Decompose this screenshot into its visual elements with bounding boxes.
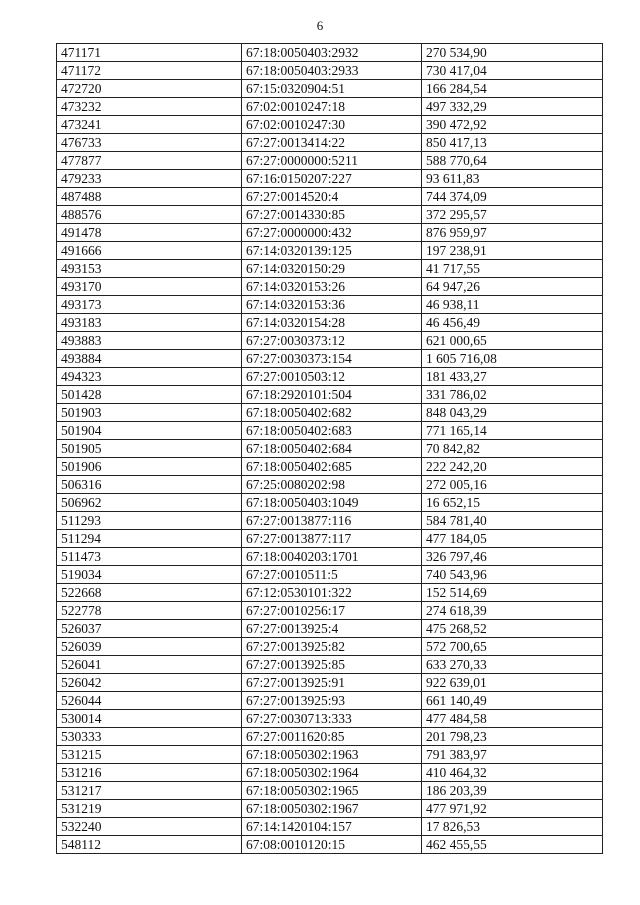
value-cell: 274 618,39 <box>422 602 603 620</box>
record-id-cell: 526041 <box>57 656 242 674</box>
record-id-cell: 491478 <box>57 224 242 242</box>
value-cell: 572 700,65 <box>422 638 603 656</box>
cadastral-number-cell: 67:27:0011620:85 <box>242 728 422 746</box>
cadastral-number-cell: 67:18:0050403:1049 <box>242 494 422 512</box>
record-id-cell: 471171 <box>57 44 242 62</box>
value-cell: 181 433,27 <box>422 368 603 386</box>
value-cell: 661 140,49 <box>422 692 603 710</box>
cadastral-number-cell: 67:18:0050402:682 <box>242 404 422 422</box>
value-cell: 922 639,01 <box>422 674 603 692</box>
table-row <box>57 224 603 242</box>
table-row <box>57 836 603 854</box>
value-cell: 46 456,49 <box>422 314 603 332</box>
registry-table <box>56 43 603 854</box>
value-cell: 41 717,55 <box>422 260 603 278</box>
value-cell: 1 605 716,08 <box>422 350 603 368</box>
record-id-cell: 531215 <box>57 746 242 764</box>
record-id-cell: 522778 <box>57 602 242 620</box>
cadastral-number-cell: 67:18:0050402:684 <box>242 440 422 458</box>
cadastral-number-cell: 67:18:0050403:2933 <box>242 62 422 80</box>
cadastral-number-cell: 67:14:0320154:28 <box>242 314 422 332</box>
table-row <box>57 638 603 656</box>
value-cell: 272 005,16 <box>422 476 603 494</box>
table-row <box>57 116 603 134</box>
record-id-cell: 473232 <box>57 98 242 116</box>
record-id-cell: 473241 <box>57 116 242 134</box>
cadastral-number-cell: 67:25:0080202:98 <box>242 476 422 494</box>
cadastral-number-cell: 67:16:0150207:227 <box>242 170 422 188</box>
value-cell: 584 781,40 <box>422 512 603 530</box>
cadastral-number-cell: 67:27:0010503:12 <box>242 368 422 386</box>
table-row <box>57 368 603 386</box>
value-cell: 372 295,57 <box>422 206 603 224</box>
record-id-cell: 488576 <box>57 206 242 224</box>
value-cell: 331 786,02 <box>422 386 603 404</box>
value-cell: 17 826,53 <box>422 818 603 836</box>
table-row <box>57 350 603 368</box>
cadastral-number-cell: 67:14:1420104:157 <box>242 818 422 836</box>
cadastral-number-cell: 67:27:0010511:5 <box>242 566 422 584</box>
record-id-cell: 511294 <box>57 530 242 548</box>
cadastral-number-cell: 67:27:0014330:85 <box>242 206 422 224</box>
cadastral-number-cell: 67:27:0013877:117 <box>242 530 422 548</box>
table-row <box>57 458 603 476</box>
table-row <box>57 44 603 62</box>
record-id-cell: 526042 <box>57 674 242 692</box>
table-row <box>57 566 603 584</box>
value-cell: 270 534,90 <box>422 44 603 62</box>
value-cell: 46 938,11 <box>422 296 603 314</box>
record-id-cell: 531216 <box>57 764 242 782</box>
value-cell: 201 798,23 <box>422 728 603 746</box>
table-row <box>57 512 603 530</box>
page-number: 6 <box>316 18 324 33</box>
record-id-cell: 493183 <box>57 314 242 332</box>
value-cell: 477 184,05 <box>422 530 603 548</box>
cadastral-number-cell: 67:27:0030713:333 <box>242 710 422 728</box>
record-id-cell: 526037 <box>57 620 242 638</box>
record-id-cell: 501428 <box>57 386 242 404</box>
record-id-cell: 548112 <box>57 836 242 854</box>
value-cell: 390 472,92 <box>422 116 603 134</box>
record-id-cell: 493153 <box>57 260 242 278</box>
table-row <box>57 62 603 80</box>
table-row <box>57 206 603 224</box>
cadastral-number-cell: 67:27:0030373:12 <box>242 332 422 350</box>
table-row <box>57 422 603 440</box>
value-cell: 93 611,83 <box>422 170 603 188</box>
record-id-cell: 493170 <box>57 278 242 296</box>
record-id-cell: 506962 <box>57 494 242 512</box>
table-row <box>57 260 603 278</box>
cadastral-number-cell: 67:18:0050402:683 <box>242 422 422 440</box>
cadastral-number-cell: 67:27:0013925:93 <box>242 692 422 710</box>
record-id-cell: 476733 <box>57 134 242 152</box>
cadastral-number-cell: 67:12:0530101:322 <box>242 584 422 602</box>
record-id-cell: 506316 <box>57 476 242 494</box>
table-row <box>57 242 603 260</box>
table-row <box>57 710 603 728</box>
table-row <box>57 530 603 548</box>
table-row <box>57 602 603 620</box>
cadastral-number-cell: 67:08:0010120:15 <box>242 836 422 854</box>
value-cell: 475 268,52 <box>422 620 603 638</box>
value-cell: 621 000,65 <box>422 332 603 350</box>
record-id-cell: 479233 <box>57 170 242 188</box>
table-row <box>57 548 603 566</box>
table-row <box>57 800 603 818</box>
value-cell: 848 043,29 <box>422 404 603 422</box>
record-id-cell: 477877 <box>57 152 242 170</box>
record-id-cell: 530014 <box>57 710 242 728</box>
table-body <box>57 44 603 854</box>
record-id-cell: 501903 <box>57 404 242 422</box>
record-id-cell: 531217 <box>57 782 242 800</box>
cadastral-number-cell: 67:27:0000000:5211 <box>242 152 422 170</box>
value-cell: 633 270,33 <box>422 656 603 674</box>
value-cell: 462 455,55 <box>422 836 603 854</box>
value-cell: 410 464,32 <box>422 764 603 782</box>
value-cell: 477 971,92 <box>422 800 603 818</box>
table-row <box>57 314 603 332</box>
cadastral-number-cell: 67:18:0050403:2932 <box>242 44 422 62</box>
value-cell: 326 797,46 <box>422 548 603 566</box>
record-id-cell: 519034 <box>57 566 242 584</box>
cadastral-number-cell: 67:27:0013925:85 <box>242 656 422 674</box>
value-cell: 152 514,69 <box>422 584 603 602</box>
table-row <box>57 278 603 296</box>
table-row <box>57 746 603 764</box>
value-cell: 222 242,20 <box>422 458 603 476</box>
value-cell: 197 238,91 <box>422 242 603 260</box>
value-cell: 791 383,97 <box>422 746 603 764</box>
table-row <box>57 818 603 836</box>
table-row <box>57 332 603 350</box>
cadastral-number-cell: 67:14:0320153:26 <box>242 278 422 296</box>
table-row <box>57 188 603 206</box>
cadastral-number-cell: 67:27:0014520:4 <box>242 188 422 206</box>
table-row <box>57 170 603 188</box>
cadastral-number-cell: 67:27:0000000:432 <box>242 224 422 242</box>
record-id-cell: 501905 <box>57 440 242 458</box>
value-cell: 588 770,64 <box>422 152 603 170</box>
table-row <box>57 692 603 710</box>
record-id-cell: 494323 <box>57 368 242 386</box>
cadastral-number-cell: 67:27:0013877:116 <box>242 512 422 530</box>
value-cell: 876 959,97 <box>422 224 603 242</box>
record-id-cell: 493883 <box>57 332 242 350</box>
value-cell: 740 543,96 <box>422 566 603 584</box>
record-id-cell: 531219 <box>57 800 242 818</box>
record-id-cell: 491666 <box>57 242 242 260</box>
table-row <box>57 728 603 746</box>
cadastral-number-cell: 67:18:0040203:1701 <box>242 548 422 566</box>
cadastral-number-cell: 67:14:0320139:125 <box>242 242 422 260</box>
cadastral-number-cell: 67:27:0030373:154 <box>242 350 422 368</box>
table-row <box>57 656 603 674</box>
table-row <box>57 296 603 314</box>
cadastral-number-cell: 67:18:0050302:1963 <box>242 746 422 764</box>
cadastral-number-cell: 67:18:0050302:1967 <box>242 800 422 818</box>
table-row <box>57 386 603 404</box>
record-id-cell: 472720 <box>57 80 242 98</box>
value-cell: 771 165,14 <box>422 422 603 440</box>
value-cell: 477 484,58 <box>422 710 603 728</box>
table-row <box>57 620 603 638</box>
record-id-cell: 471172 <box>57 62 242 80</box>
cadastral-number-cell: 67:27:0013925:4 <box>242 620 422 638</box>
record-id-cell: 511293 <box>57 512 242 530</box>
record-id-cell: 522668 <box>57 584 242 602</box>
table-row <box>57 404 603 422</box>
record-id-cell: 493884 <box>57 350 242 368</box>
cadastral-number-cell: 67:14:0320150:29 <box>242 260 422 278</box>
table-row <box>57 476 603 494</box>
value-cell: 497 332,29 <box>422 98 603 116</box>
table-row <box>57 80 603 98</box>
value-cell: 70 842,82 <box>422 440 603 458</box>
record-id-cell: 511473 <box>57 548 242 566</box>
table-row <box>57 494 603 512</box>
value-cell: 166 284,54 <box>422 80 603 98</box>
cadastral-number-cell: 67:15:0320904:51 <box>242 80 422 98</box>
cadastral-number-cell: 67:02:0010247:18 <box>242 98 422 116</box>
cadastral-number-cell: 67:18:0050402:685 <box>242 458 422 476</box>
cadastral-number-cell: 67:18:0050302:1965 <box>242 782 422 800</box>
table-row <box>57 584 603 602</box>
cadastral-number-cell: 67:27:0013925:82 <box>242 638 422 656</box>
table-row <box>57 764 603 782</box>
value-cell: 850 417,13 <box>422 134 603 152</box>
table-row <box>57 98 603 116</box>
table-row <box>57 440 603 458</box>
cadastral-number-cell: 67:27:0013414:22 <box>242 134 422 152</box>
cadastral-number-cell: 67:18:0050302:1964 <box>242 764 422 782</box>
value-cell: 744 374,09 <box>422 188 603 206</box>
cadastral-number-cell: 67:02:0010247:30 <box>242 116 422 134</box>
value-cell: 16 652,15 <box>422 494 603 512</box>
cadastral-number-cell: 67:18:2920101:504 <box>242 386 422 404</box>
record-id-cell: 501906 <box>57 458 242 476</box>
table-row <box>57 134 603 152</box>
record-id-cell: 526044 <box>57 692 242 710</box>
cadastral-number-cell: 67:27:0010256:17 <box>242 602 422 620</box>
record-id-cell: 532240 <box>57 818 242 836</box>
table-row <box>57 674 603 692</box>
record-id-cell: 530333 <box>57 728 242 746</box>
cadastral-number-cell: 67:27:0013925:91 <box>242 674 422 692</box>
cadastral-number-cell: 67:14:0320153:36 <box>242 296 422 314</box>
record-id-cell: 501904 <box>57 422 242 440</box>
table-row <box>57 152 603 170</box>
record-id-cell: 526039 <box>57 638 242 656</box>
record-id-cell: 493173 <box>57 296 242 314</box>
table-row <box>57 782 603 800</box>
value-cell: 64 947,26 <box>422 278 603 296</box>
value-cell: 186 203,39 <box>422 782 603 800</box>
record-id-cell: 487488 <box>57 188 242 206</box>
value-cell: 730 417,04 <box>422 62 603 80</box>
